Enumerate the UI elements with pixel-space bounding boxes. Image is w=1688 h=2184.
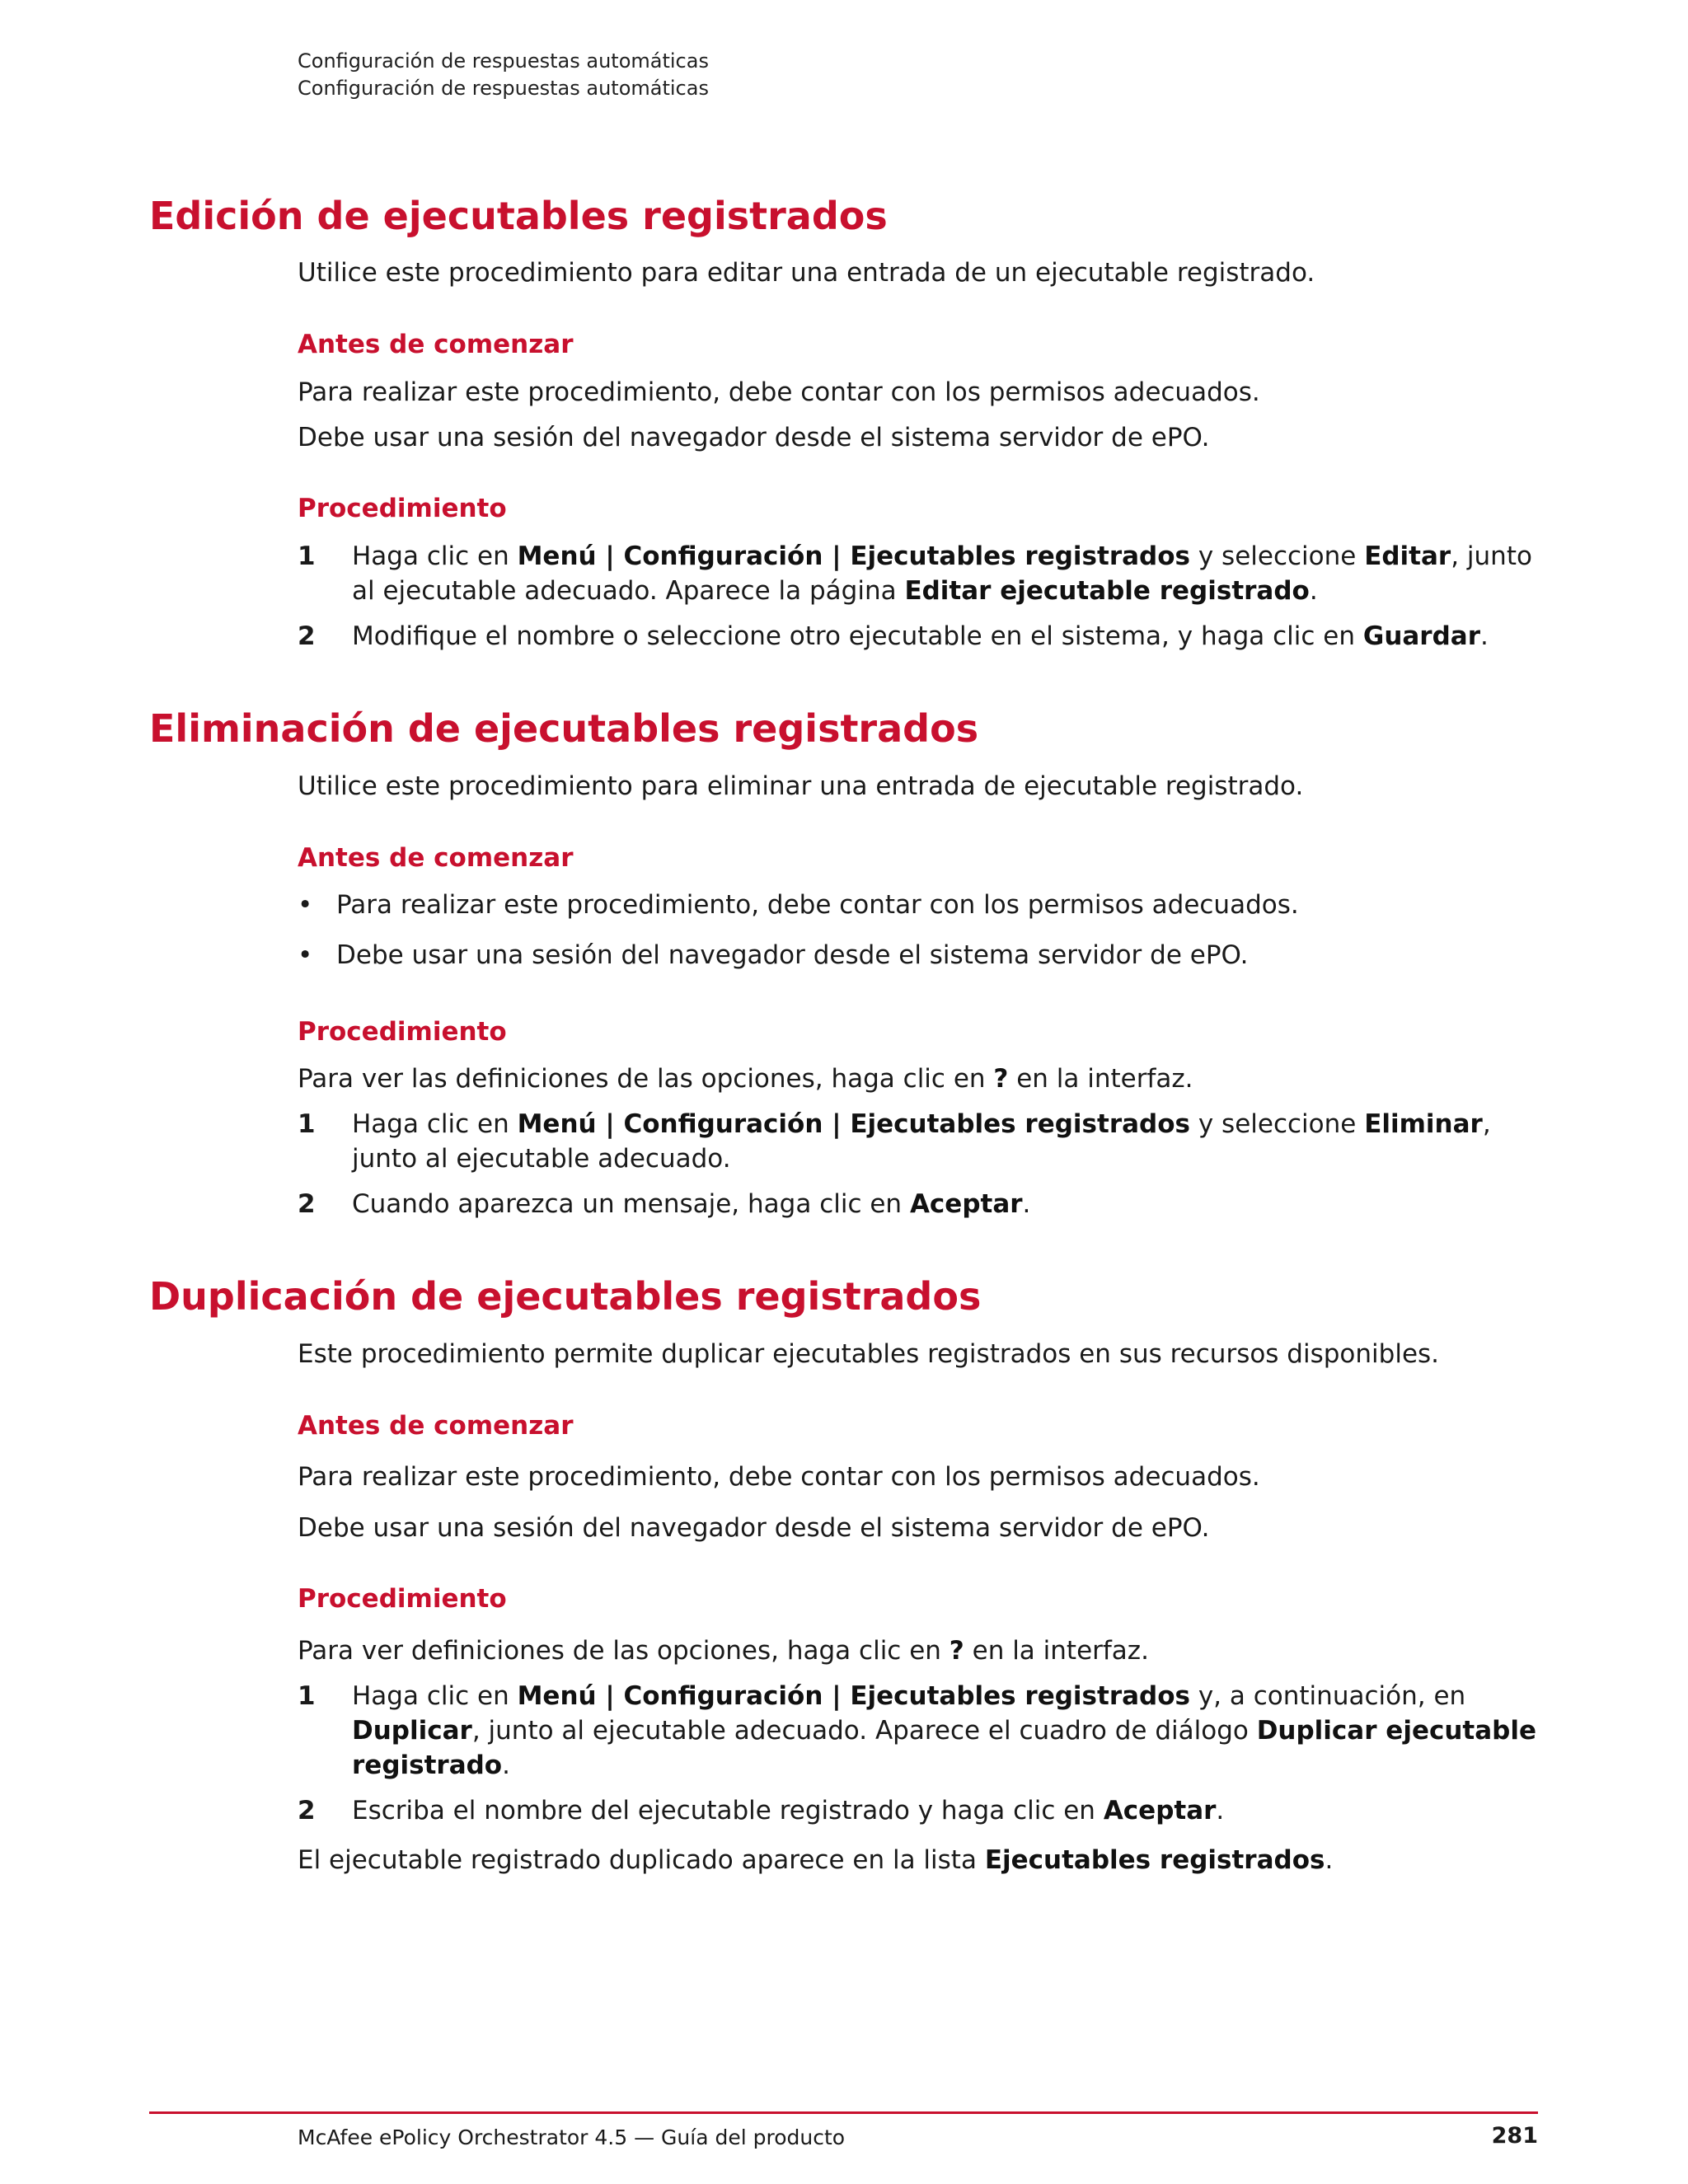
step-number: 2 (298, 1189, 316, 1219)
bullet-marker: • (298, 940, 313, 970)
ui-label: Aceptar (1103, 1796, 1217, 1825)
header-line-1: Configuración de respuestas automáticas (298, 49, 709, 73)
procedure-step: 1 Haga clic en Menú | Configuración | Ejecutables registrados y seleccione Eliminar, junto al ejecutable adecuado. (298, 1107, 1550, 1176)
section-title-delete: Eliminación de ejecutables registrados (149, 706, 979, 751)
before-item: Para realizar este procedimiento, debe contar con los permisos adecuados. (298, 1462, 1260, 1492)
section-intro: Este procedimiento permite duplicar ejecutables registrados en sus recursos disponibles. (298, 1339, 1440, 1369)
before-item: Debe usar una sesión del navegador desde el sistema servidor de ePO. (298, 1513, 1210, 1543)
procedure-heading: Procedimiento (298, 1017, 507, 1047)
step-number: 1 (298, 1681, 316, 1711)
before-you-begin-heading: Antes de comenzar (298, 330, 574, 359)
section-intro: Utilice este procedimiento para eliminar una entrada de ejecutable registrado. (298, 771, 1304, 801)
page-number: 281 (1491, 2123, 1538, 2149)
ui-label: Editar (1364, 541, 1451, 571)
bullet-item: • Debe usar una sesión del navegador desde el sistema servidor de ePO. (298, 938, 1550, 972)
ui-label: Duplicar (352, 1716, 472, 1746)
before-item: Debe usar una sesión del navegador desde el sistema servidor de ePO. (298, 423, 1210, 452)
menu-path: Menú | Configuración | Ejecutables registrados (517, 541, 1190, 571)
menu-path: Menú | Configuración | Ejecutables registrados (517, 1681, 1190, 1711)
bullet-item: • Para realizar este procedimiento, debe contar con los permisos adecuados. (298, 888, 1550, 922)
procedure-step: 2 Cuando aparezca un mensaje, haga clic en Aceptar. (298, 1187, 1550, 1221)
procedure-heading: Procedimiento (298, 494, 507, 523)
step-number: 1 (298, 1109, 316, 1139)
procedure-step: 2 Escriba el nombre del ejecutable registrado y haga clic en Aceptar. (298, 1793, 1550, 1828)
before-you-begin-heading: Antes de comenzar (298, 843, 574, 873)
header-line-2: Configuración de respuestas automáticas (298, 77, 709, 100)
ui-label: Eliminar (1364, 1109, 1483, 1139)
ui-label: Editar ejecutable registrado (904, 576, 1310, 606)
ui-label: Ejecutables registrados (984, 1845, 1325, 1875)
result-note: El ejecutable registrado duplicado aparece en la lista Ejecutables registrados. (298, 1845, 1334, 1875)
options-note: Para ver definiciones de las opciones, haga clic en ? en la interfaz. (298, 1636, 1149, 1666)
help-symbol: ? (993, 1064, 1009, 1094)
procedure-heading: Procedimiento (298, 1584, 507, 1614)
running-header (298, 48, 709, 102)
step-number: 2 (298, 1796, 316, 1825)
step-number: 2 (298, 621, 316, 651)
footer-product-title: McAfee ePolicy Orchestrator 4.5 — Guía del producto (298, 2125, 846, 2149)
ui-label: Guardar (1362, 621, 1480, 651)
before-you-begin-heading: Antes de comenzar (298, 1411, 574, 1441)
procedure-step: 1 Haga clic en Menú | Configuración | Ejecutables registrados y seleccione Editar, junto al ejecutable adecuado. Aparece la página Editar ejecutable registrado. (298, 539, 1550, 608)
section-title-duplicate: Duplicación de ejecutables registrados (149, 1274, 982, 1319)
ui-label: Duplicar ejecutable registrado (352, 1716, 1537, 1780)
menu-path: Menú | Configuración | Ejecutables registrados (517, 1109, 1190, 1139)
help-symbol: ? (949, 1636, 964, 1666)
procedure-step: 1 Haga clic en Menú | Configuración | Ejecutables registrados y, a continuación, en Duplicar, junto al ejecutable adecuado. Aparece el cuadro de diálogo Duplicar ejecutable registrado. (298, 1679, 1550, 1783)
footer-divider (149, 2111, 1538, 2114)
step-number: 1 (298, 541, 316, 571)
options-note: Para ver las definiciones de las opciones, haga clic en ? en la interfaz. (298, 1064, 1193, 1094)
bullet-marker: • (298, 890, 313, 920)
section-intro: Utilice este procedimiento para editar una entrada de un ejecutable registrado. (298, 258, 1315, 288)
before-item: Para realizar este procedimiento, debe contar con los permisos adecuados. (298, 377, 1260, 407)
section-title-edit: Edición de ejecutables registrados (149, 194, 888, 238)
procedure-step: 2 Modifique el nombre o seleccione otro ejecutable en el sistema, y haga clic en Guardar. (298, 619, 1550, 654)
ui-label: Aceptar (909, 1189, 1023, 1219)
